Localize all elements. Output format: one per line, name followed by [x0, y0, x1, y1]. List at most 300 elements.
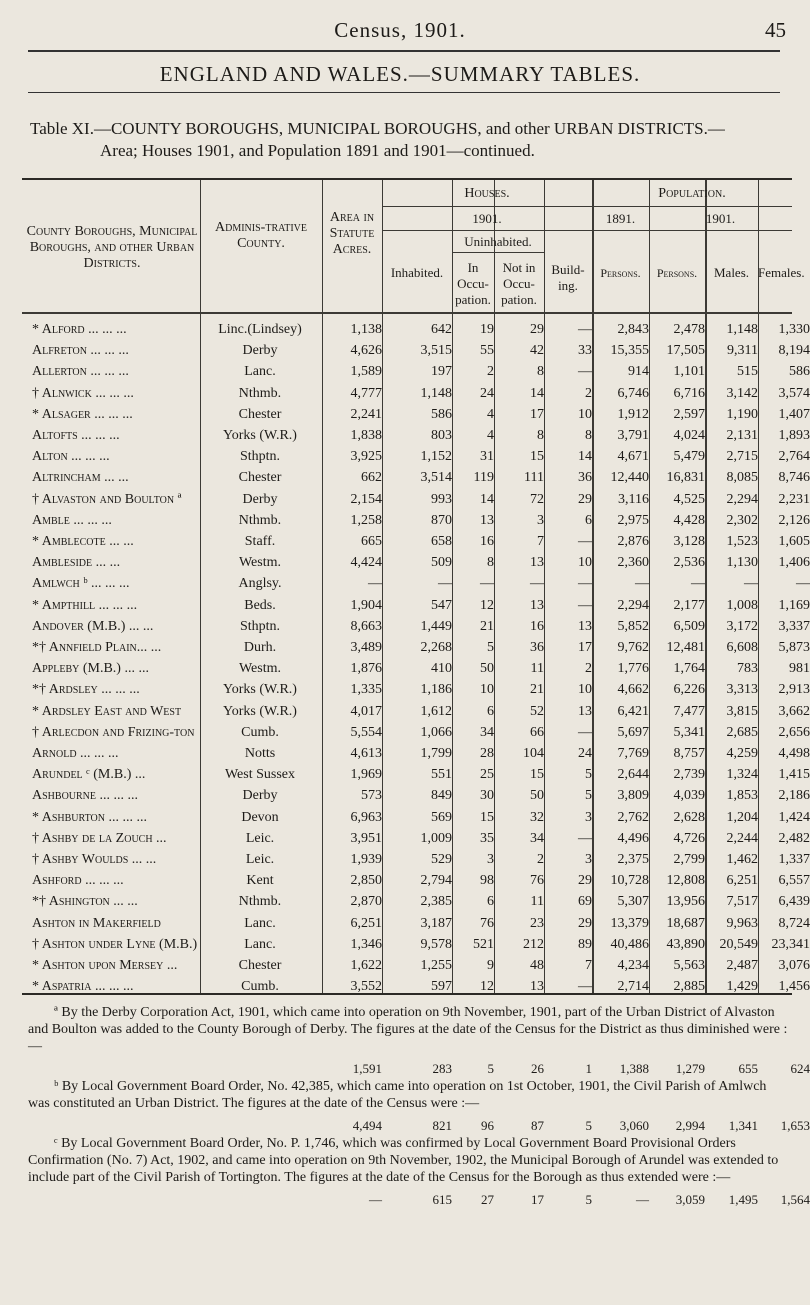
- footnote-figure: 655: [738, 1061, 758, 1076]
- cell-persons1901: 3,128: [673, 534, 705, 549]
- cell-not-occupation: 15: [530, 449, 544, 465]
- cell-area: 4,626: [350, 343, 382, 359]
- cell-inhabited: 197: [431, 364, 452, 380]
- cell-occupation: 3: [487, 852, 494, 867]
- footnote-figures: [28, 1059, 810, 1078]
- cell-inhabited: 803: [431, 428, 452, 443]
- cell-not-occupation: 8: [537, 364, 544, 380]
- cell-females: 23,341: [771, 936, 810, 952]
- cell-inhabited: 551: [431, 767, 452, 783]
- cell-inhabited: 1,449: [420, 618, 452, 634]
- cell-county: Derby: [242, 491, 278, 507]
- cell-not-occupation: 7: [537, 534, 544, 549]
- cell-occupation: 12: [480, 597, 494, 613]
- section-heading: ENGLAND AND WALES.—SUMMARY TABLES.: [159, 62, 641, 86]
- cell-county: Beds.: [244, 597, 276, 613]
- cell-building: 13: [578, 703, 592, 719]
- cell-area: 6,251: [350, 915, 382, 931]
- cell-occupation: 12: [480, 979, 494, 995]
- cell-persons1901: 6,226: [673, 682, 705, 698]
- cell-area: 1,904: [350, 597, 382, 613]
- cell-county: Staff.: [244, 534, 276, 549]
- cell-females: 1,893: [778, 428, 810, 443]
- cell-inhabited: 586: [431, 406, 452, 422]
- cell-inhabited: 9,578: [420, 936, 452, 952]
- cell-county: Nthmb.: [238, 512, 282, 528]
- cell-persons1891: 2,762: [617, 809, 649, 825]
- cell-males: 9,311: [727, 343, 758, 359]
- cell-inhabited: 509: [431, 555, 452, 571]
- header-houses: Houses.: [464, 186, 510, 201]
- cell-occupation: 35: [480, 830, 494, 846]
- cell-name: Altofts ... ... ...: [32, 428, 120, 443]
- cell-county: Westm.: [238, 555, 282, 571]
- cell-area: 4,424: [350, 555, 382, 571]
- cell-males: 8,085: [726, 470, 758, 486]
- cell-males: 20,549: [719, 936, 758, 952]
- cell-occupation: 8: [487, 555, 494, 571]
- cell-occupation: 16: [480, 534, 494, 549]
- cell-area: 3,552: [350, 979, 382, 995]
- cell-inhabited: 1,255: [420, 958, 452, 973]
- data-table: [22, 178, 810, 995]
- cell-not-occupation: 34: [530, 830, 544, 846]
- cell-males: —: [744, 576, 758, 592]
- cell-inhabited: 410: [431, 661, 452, 677]
- cell-not-occupation: 3: [537, 512, 544, 528]
- footnote-figure: —: [369, 1192, 382, 1207]
- cell-inhabited: 3,515: [420, 343, 452, 359]
- footnote-figure: 4,494: [352, 1118, 382, 1133]
- footnote-figure: 1,564: [780, 1192, 810, 1207]
- cell-name: † Arlecdon and Frizing-ton: [32, 724, 195, 740]
- cell-persons1891: 4,234: [617, 958, 649, 973]
- cell-persons1891: 2,975: [617, 512, 649, 528]
- cell-occupation: 21: [480, 618, 494, 634]
- cell-area: 1,939: [350, 852, 382, 867]
- cell-name: † Ashton under Lyne (M.B.): [32, 936, 198, 952]
- cell-county: Westm.: [238, 661, 282, 677]
- cell-males: 1,148: [726, 322, 758, 337]
- cell-persons1901: 2,628: [673, 809, 705, 825]
- cell-county: Durh.: [243, 640, 277, 655]
- cell-building: 7: [585, 958, 592, 973]
- cell-males: 2,487: [726, 958, 758, 973]
- cell-persons1901: 5,563: [673, 958, 705, 973]
- cell-area: 8,663: [350, 618, 382, 634]
- cell-building: 5: [585, 788, 592, 804]
- cell-females: 8,194: [778, 343, 810, 359]
- cell-building: 10: [578, 555, 592, 571]
- cell-name: † Ashby Woulds ... ...: [32, 852, 157, 867]
- cell-not-occupation: 17: [530, 406, 544, 422]
- cell-persons1901: 2,536: [673, 555, 705, 571]
- cell-county: Sthptn.: [239, 618, 281, 634]
- footnote-figure: 5: [585, 1192, 592, 1207]
- cell-not-occupation: —: [530, 576, 544, 592]
- cell-county: Lanc.: [244, 364, 276, 380]
- cell-area: 1,622: [350, 958, 382, 973]
- cell-persons1901: 6,509: [673, 618, 705, 634]
- cell-persons1891: 13,379: [610, 915, 649, 931]
- cell-inhabited: 870: [431, 512, 452, 528]
- cell-females: 1,456: [778, 979, 810, 995]
- cell-name: † Ashby de la Zouch ...: [32, 830, 167, 846]
- cell-name: * Alsager ... ... ...: [32, 406, 133, 422]
- cell-females: 4,498: [778, 746, 810, 761]
- footnote-figure: —: [636, 1192, 649, 1207]
- cell-females: 2,913: [778, 682, 810, 698]
- cell-building: —: [578, 597, 592, 613]
- cell-building: 3: [585, 809, 592, 825]
- cell-males: 1,204: [726, 809, 758, 825]
- cell-occupation: 25: [480, 767, 494, 783]
- cell-area: 2,154: [350, 491, 382, 507]
- cell-county: Sthptn.: [239, 449, 281, 465]
- cell-name: Allerton ... ... ...: [32, 364, 129, 380]
- cell-females: 1,415: [778, 767, 810, 783]
- cell-females: 1,406: [778, 555, 810, 571]
- cell-county: Anglsy.: [238, 576, 282, 592]
- cell-males: 1,523: [726, 534, 758, 549]
- cell-persons1901: 12,481: [666, 640, 705, 655]
- cell-females: 8,724: [778, 915, 810, 931]
- cell-males: 3,172: [726, 618, 758, 634]
- cell-not-occupation: 42: [530, 343, 544, 359]
- cell-inhabited: 597: [431, 979, 452, 995]
- cell-not-occupation: 36: [530, 640, 544, 655]
- header-county: Adminis-trative County.: [215, 220, 307, 251]
- cell-building: 29: [578, 873, 592, 889]
- table-title: [30, 118, 800, 162]
- cell-county: Derby: [242, 788, 278, 804]
- cell-not-occupation: 32: [530, 809, 544, 825]
- cell-county: Yorks (W.R.): [223, 703, 297, 719]
- cell-occupation: 119: [473, 470, 494, 486]
- cell-occupation: 13: [480, 512, 494, 528]
- cell-not-occupation: 48: [530, 958, 544, 973]
- cell-males: 2,715: [726, 449, 758, 465]
- cell-inhabited: 2,268: [420, 640, 452, 655]
- footnote-figure: 5: [585, 1118, 592, 1133]
- cell-occupation: 34: [480, 724, 494, 740]
- table-row: [22, 975, 810, 1001]
- footnote-figure: 624: [790, 1061, 810, 1076]
- cell-building: 3: [585, 852, 592, 867]
- cell-persons1891: 2,360: [617, 555, 649, 571]
- cell-building: 10: [578, 682, 592, 698]
- cell-not-occupation: 2: [537, 852, 544, 867]
- cell-county: Cumb.: [241, 724, 279, 740]
- cell-persons1891: 3,116: [618, 491, 649, 507]
- cell-males: 1,130: [726, 555, 758, 571]
- cell-area: 662: [361, 470, 382, 486]
- footnote-text: ᶜ By Local Government Board Order, No. P. 1,746, which was confirmed by Local Government Board Provisional Orders Confirmation (No. 7) Act, 1902, and came into operation on 9th November, 1902, the Municipal Borough of Arundel was extended to include part of the Civil Parish of Tortington. The figures at the date of the Census for the Borough as thus extended were :—: [28, 1136, 779, 1185]
- cell-persons1901: 13,956: [666, 894, 705, 910]
- cell-county: Lanc.: [244, 915, 276, 931]
- cell-building: 13: [578, 618, 592, 634]
- cell-not-occupation: 23: [530, 915, 544, 931]
- cell-persons1891: 40,486: [610, 936, 649, 952]
- cell-females: 981: [789, 661, 810, 677]
- footnote-figure: 5: [487, 1061, 494, 1076]
- cell-persons1891: 5,697: [617, 724, 649, 740]
- header-males: Males.: [713, 265, 750, 280]
- cell-county: Nthmb.: [238, 894, 282, 910]
- cell-persons1901: 12,808: [666, 873, 705, 889]
- cell-persons1891: 6,746: [617, 385, 649, 401]
- footnote-figure: 26: [531, 1061, 544, 1076]
- cell-males: 2,131: [726, 428, 758, 443]
- cell-name: † Alnwick ... ... ...: [32, 385, 134, 401]
- cell-area: 1,969: [350, 767, 382, 783]
- cell-inhabited: 529: [431, 852, 452, 867]
- cell-not-occupation: 66: [530, 724, 544, 740]
- cell-persons1891: 2,843: [617, 322, 649, 337]
- cell-persons1901: 8,757: [673, 746, 705, 761]
- cell-name: Arundel ᶜ (M.B.) ...: [32, 767, 146, 783]
- cell-persons1891: 2,294: [617, 597, 649, 613]
- cell-county: Derby: [242, 343, 278, 359]
- cell-persons1901: 4,428: [673, 512, 705, 528]
- cell-persons1901: 4,726: [673, 830, 705, 846]
- cell-not-occupation: 72: [530, 491, 544, 507]
- top-rule: [28, 50, 780, 52]
- cell-county: Linc.(Lindsey): [218, 322, 302, 337]
- footnote-figure: 1,279: [675, 1061, 705, 1076]
- cell-inhabited: 1,612: [420, 703, 452, 719]
- cell-persons1891: 2,876: [617, 534, 649, 549]
- cell-persons1901: 2,177: [673, 597, 705, 613]
- cell-persons1891: 3,809: [617, 788, 649, 804]
- cell-persons1901: 5,479: [673, 449, 705, 465]
- cell-name: * Ardsley East and West: [32, 703, 182, 719]
- cell-persons1901: 1,101: [673, 364, 705, 380]
- cell-area: 3,489: [350, 640, 382, 655]
- cell-females: 6,439: [778, 894, 810, 910]
- cell-name: Alfreton ... ... ...: [32, 343, 129, 359]
- cell-persons1901: 4,039: [673, 788, 705, 804]
- cell-area: 2,870: [350, 894, 382, 910]
- cell-area: 1,838: [350, 428, 382, 443]
- cell-females: 3,662: [778, 703, 810, 719]
- cell-name: Amble ... ... ...: [32, 512, 112, 528]
- cell-area: 6,963: [350, 809, 382, 825]
- cell-area: 1,335: [350, 682, 382, 698]
- cell-males: 3,142: [726, 385, 758, 401]
- cell-building: 33: [578, 343, 592, 359]
- cell-not-occupation: 104: [523, 746, 544, 761]
- cell-males: 1,429: [726, 979, 758, 995]
- cell-females: 1,605: [778, 534, 810, 549]
- cell-persons1891: 5,852: [617, 618, 649, 634]
- header-name: County Boroughs, Municipal Boroughs, and other Urban Districts.: [26, 224, 198, 271]
- footnote-figure: 17: [531, 1192, 544, 1207]
- footnote-text: ª By the Derby Corporation Act, 1901, which came into operation on 9th November, 1901, part of the Urban District of Alvaston and Boulton was added to the County Borough of Derby. The figures at the date of the Census for the District as thus diminished were :—: [28, 1005, 788, 1054]
- cell-area: 1,258: [350, 512, 382, 528]
- cell-inhabited: 642: [431, 322, 452, 337]
- cell-persons1891: 7,769: [617, 746, 649, 761]
- cell-persons1901: 7,477: [673, 703, 705, 719]
- cell-not-occupation: 14: [530, 385, 544, 401]
- cell-name: * Amblecote ... ...: [32, 534, 134, 549]
- cell-occupation: 98: [480, 873, 494, 889]
- cell-building: 8: [585, 428, 592, 443]
- cell-area: 665: [361, 534, 382, 549]
- cell-females: 2,186: [778, 788, 810, 804]
- footnote-figure: 1,495: [728, 1192, 758, 1207]
- cell-county: Lanc.: [244, 936, 276, 952]
- cell-name: *† Annfield Plain... ...: [32, 640, 162, 655]
- cell-females: 1,407: [778, 406, 810, 422]
- footnote-figure: 3,060: [619, 1118, 649, 1133]
- footnote-figure: 96: [481, 1118, 494, 1133]
- cell-building: 10: [578, 406, 592, 422]
- cell-persons1901: 2,478: [673, 322, 705, 337]
- cell-persons1901: 16,831: [666, 470, 705, 486]
- cell-area: 1,138: [350, 322, 382, 337]
- cell-name: Arnold ... ... ...: [32, 746, 119, 761]
- cell-males: 6,608: [726, 640, 758, 655]
- cell-area: 1,346: [350, 936, 382, 952]
- cell-males: 1,008: [726, 597, 758, 613]
- header-uninhabited: Uninhabited.: [464, 234, 532, 249]
- cell-building: 29: [578, 491, 592, 507]
- cell-females: 6,557: [778, 873, 810, 889]
- footnote-figure: 283: [432, 1061, 452, 1076]
- cell-building: 6: [585, 512, 592, 528]
- cell-males: 2,685: [726, 724, 758, 740]
- cell-name: Alton ... ... ...: [32, 449, 110, 465]
- header-females: Females.: [758, 265, 805, 280]
- cell-inhabited: —: [438, 576, 452, 592]
- cell-persons1891: 5,307: [617, 894, 649, 910]
- cell-males: 1,324: [726, 767, 758, 783]
- table-title-line2: Area; Houses 1901, and Population 1891 and 1901—continued.: [100, 141, 535, 160]
- cell-persons1891: 10,728: [610, 873, 649, 889]
- cell-females: 3,337: [778, 618, 810, 634]
- cell-males: 7,517: [726, 894, 758, 910]
- cell-males: 4,259: [726, 746, 758, 761]
- cell-persons1891: 914: [628, 364, 649, 380]
- cell-occupation: 31: [480, 449, 494, 465]
- cell-persons1901: 43,890: [666, 936, 705, 952]
- cell-persons1891: 9,762: [617, 640, 649, 655]
- footnote-figure: 1,653: [780, 1118, 810, 1133]
- header-occupation: In Occu-pation.: [455, 260, 491, 307]
- cell-building: —: [578, 979, 592, 995]
- cell-persons1891: 4,671: [617, 449, 649, 465]
- cell-persons1901: 17,505: [666, 343, 705, 359]
- cell-occupation: —: [480, 576, 494, 592]
- cell-name: Ambleside ... ...: [32, 555, 121, 571]
- cell-building: 2: [585, 661, 592, 677]
- cell-building: —: [578, 322, 592, 337]
- cell-name: Ashford ... ... ...: [32, 873, 124, 889]
- cell-occupation: 5: [487, 640, 494, 655]
- cell-persons1901: 5,341: [673, 724, 705, 740]
- cell-occupation: 50: [480, 661, 494, 677]
- cell-males: 3,313: [726, 682, 758, 698]
- cell-county: Yorks (W.R.): [223, 428, 297, 443]
- footnote-figure: 615: [432, 1192, 452, 1207]
- cell-county: Chester: [238, 406, 282, 422]
- cell-building: 2: [585, 385, 592, 401]
- page-title: Census, 1901.: [334, 18, 466, 42]
- cell-county: Nthmb.: [238, 385, 282, 401]
- cell-inhabited: 3,187: [420, 915, 452, 931]
- cell-name: * Aspatria ... ... ...: [32, 979, 134, 995]
- cell-area: 2,241: [350, 406, 382, 422]
- cell-persons1891: 4,496: [617, 830, 649, 846]
- cell-county: Yorks (W.R.): [223, 682, 297, 698]
- cell-building: 14: [578, 449, 592, 465]
- cell-name: † Alvaston and Boulton ª: [32, 491, 182, 507]
- footnote-figure: 3,059: [675, 1192, 705, 1207]
- cell-name: Ashbourne ... ... ...: [32, 788, 139, 804]
- cell-occupation: 55: [480, 343, 494, 359]
- cell-building: —: [578, 364, 592, 380]
- header-persons-1901: Persons.: [656, 266, 698, 280]
- cell-females: 586: [789, 364, 810, 380]
- header-inhabited: Inhabited.: [390, 265, 444, 280]
- header-building: Build-ing.: [551, 262, 585, 293]
- cell-building: —: [578, 576, 592, 592]
- cell-inhabited: 658: [431, 534, 452, 549]
- cell-not-occupation: 76: [530, 873, 544, 889]
- cell-building: 36: [578, 470, 592, 486]
- cell-persons1901: 2,799: [673, 852, 705, 867]
- cell-name: * Ampthill ... ... ...: [32, 597, 138, 613]
- cell-males: 6,251: [726, 873, 758, 889]
- cell-females: —: [796, 576, 810, 592]
- cell-not-occupation: 8: [537, 428, 544, 443]
- cell-building: —: [578, 724, 592, 740]
- cell-occupation: 19: [480, 322, 494, 337]
- cell-occupation: 521: [473, 936, 494, 952]
- cell-persons1901: —: [691, 576, 705, 592]
- cell-area: 4,017: [350, 703, 382, 719]
- cell-not-occupation: 50: [530, 788, 544, 804]
- cell-males: 2,244: [726, 830, 758, 846]
- cell-males: 783: [737, 661, 758, 677]
- cell-area: 3,925: [350, 449, 382, 465]
- cell-males: 3,815: [726, 703, 758, 719]
- cell-inhabited: 2,385: [420, 894, 452, 910]
- footnote-figure: 1,341: [728, 1118, 758, 1133]
- cell-building: 24: [578, 746, 592, 761]
- cell-females: 3,574: [778, 385, 810, 401]
- cell-persons1891: —: [635, 576, 649, 592]
- cell-females: 1,330: [778, 322, 810, 337]
- footnote-text: ᵇ By Local Government Board Order, No. 42,385, which came into operation on 1st October, 1901, the Civil Parish of Amlwch was constituted an Urban District. The figures at the date of the Census were :—: [28, 1079, 767, 1111]
- cell-name: *† Ashington ... ...: [32, 894, 138, 910]
- footnote-a: [28, 1004, 810, 1078]
- cell-inhabited: 849: [431, 788, 452, 804]
- cell-occupation: 2: [487, 364, 494, 380]
- cell-males: 1,853: [726, 788, 758, 804]
- cell-area: 1,876: [350, 661, 382, 677]
- cell-name: * Ashburton ... ... ...: [32, 809, 147, 825]
- cell-building: 69: [578, 894, 592, 910]
- cell-area: —: [368, 576, 382, 592]
- cell-not-occupation: 13: [530, 979, 544, 995]
- cell-females: 8,746: [778, 470, 810, 486]
- cell-county: West Sussex: [224, 767, 296, 783]
- cell-not-occupation: 212: [523, 936, 544, 952]
- cell-area: 3,951: [350, 830, 382, 846]
- cell-persons1901: 1,764: [673, 661, 705, 677]
